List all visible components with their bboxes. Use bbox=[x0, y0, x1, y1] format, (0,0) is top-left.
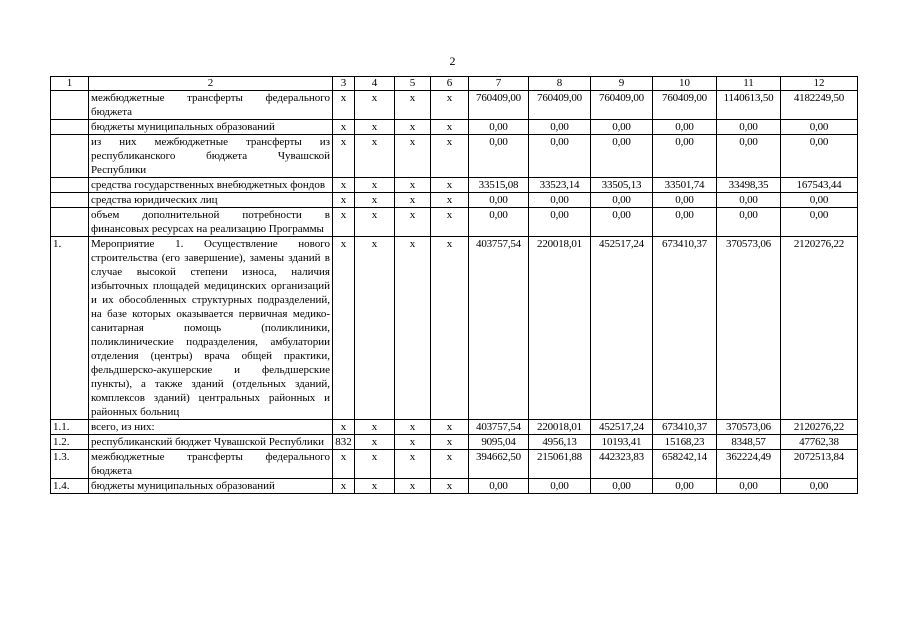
row-col4: x bbox=[355, 479, 395, 494]
row-value: 0,00 bbox=[591, 208, 653, 237]
row-value: 0,00 bbox=[717, 208, 781, 237]
column-header: 7 bbox=[469, 77, 529, 91]
row-value: 33515,08 bbox=[469, 178, 529, 193]
row-value: 370573,06 bbox=[717, 237, 781, 420]
row-code: x bbox=[333, 135, 355, 178]
row-value: 167543,44 bbox=[781, 178, 858, 193]
row-value: 0,00 bbox=[717, 120, 781, 135]
table-row bbox=[51, 135, 858, 178]
row-code: x bbox=[333, 91, 355, 120]
column-header: 5 bbox=[395, 77, 431, 91]
row-value: 8348,57 bbox=[717, 435, 781, 450]
row-value: 362224,49 bbox=[717, 450, 781, 479]
row-value: 4956,13 bbox=[529, 435, 591, 450]
row-col4: x bbox=[355, 178, 395, 193]
row-value: 370573,06 bbox=[717, 420, 781, 435]
row-number: 1.2. bbox=[51, 435, 89, 450]
row-col5: x bbox=[395, 193, 431, 208]
row-col4: x bbox=[355, 237, 395, 420]
row-code: x bbox=[333, 420, 355, 435]
column-header: 6 bbox=[431, 77, 469, 91]
column-header: 3 bbox=[333, 77, 355, 91]
row-col4: x bbox=[355, 91, 395, 120]
row-code: 832 bbox=[333, 435, 355, 450]
row-col4: x bbox=[355, 208, 395, 237]
row-value: 220018,01 bbox=[529, 420, 591, 435]
row-value: 15168,23 bbox=[653, 435, 717, 450]
table-row bbox=[51, 208, 858, 237]
row-number: 1.4. bbox=[51, 479, 89, 494]
row-value: 673410,37 bbox=[653, 237, 717, 420]
row-description: бюджеты муниципальных образований bbox=[89, 120, 333, 135]
row-value: 0,00 bbox=[591, 120, 653, 135]
row-value: 0,00 bbox=[781, 479, 858, 494]
row-value: 215061,88 bbox=[529, 450, 591, 479]
row-value: 9095,04 bbox=[469, 435, 529, 450]
row-description: Мероприятие 1. Осуществление нового строительства (его завершение), замены зданий в случае высокой степени износа, наличия избыточных площадей медицинских организаций и их обособленных структурных подразделений, на базе которых оказывается первичная медико-санитарная помощь (поликлиники, поликлинические подразделения, амбулатории отделения (центры) врача общей практики, фельдшерско-акушерские и фельдшерские пункты), а также зданий (отдельных зданий, комплексов зданий) центральных районных и районных больниц bbox=[89, 237, 333, 420]
row-col5: x bbox=[395, 135, 431, 178]
row-description: межбюджетные трансферты федерального бюджета bbox=[89, 450, 333, 479]
row-value: 0,00 bbox=[653, 208, 717, 237]
row-value: 0,00 bbox=[591, 135, 653, 178]
row-col6: x bbox=[431, 91, 469, 120]
row-value: 403757,54 bbox=[469, 237, 529, 420]
column-header: 9 bbox=[591, 77, 653, 91]
row-col4: x bbox=[355, 450, 395, 479]
row-value: 403757,54 bbox=[469, 420, 529, 435]
column-header: 1 bbox=[51, 77, 89, 91]
row-number bbox=[51, 135, 89, 178]
row-value: 0,00 bbox=[591, 479, 653, 494]
table-row bbox=[51, 237, 858, 420]
row-number bbox=[51, 178, 89, 193]
row-number bbox=[51, 120, 89, 135]
table-row bbox=[51, 420, 858, 435]
row-value: 0,00 bbox=[781, 208, 858, 237]
row-value: 0,00 bbox=[529, 193, 591, 208]
row-col5: x bbox=[395, 120, 431, 135]
row-col4: x bbox=[355, 120, 395, 135]
row-value: 1140613,50 bbox=[717, 91, 781, 120]
table-row bbox=[51, 91, 858, 120]
row-value: 2120276,22 bbox=[781, 237, 858, 420]
row-col5: x bbox=[395, 479, 431, 494]
row-value: 0,00 bbox=[653, 479, 717, 494]
row-code: x bbox=[333, 193, 355, 208]
row-description: бюджеты муниципальных образований bbox=[89, 479, 333, 494]
column-header: 2 bbox=[89, 77, 333, 91]
row-value: 0,00 bbox=[717, 135, 781, 178]
row-col6: x bbox=[431, 193, 469, 208]
row-col5: x bbox=[395, 91, 431, 120]
row-value: 452517,24 bbox=[591, 237, 653, 420]
row-code: x bbox=[333, 479, 355, 494]
row-col4: x bbox=[355, 420, 395, 435]
row-value: 0,00 bbox=[781, 135, 858, 178]
row-value: 0,00 bbox=[529, 479, 591, 494]
row-description: средства юридических лиц bbox=[89, 193, 333, 208]
row-description: средства государственных внебюджетных фондов bbox=[89, 178, 333, 193]
row-value: 220018,01 bbox=[529, 237, 591, 420]
row-value: 0,00 bbox=[717, 193, 781, 208]
table-row bbox=[51, 435, 858, 450]
row-col5: x bbox=[395, 178, 431, 193]
row-col6: x bbox=[431, 237, 469, 420]
row-value: 0,00 bbox=[529, 208, 591, 237]
row-number bbox=[51, 193, 89, 208]
row-value: 442323,83 bbox=[591, 450, 653, 479]
row-value: 0,00 bbox=[653, 120, 717, 135]
row-code: x bbox=[333, 237, 355, 420]
budget-table bbox=[50, 76, 858, 494]
row-code: x bbox=[333, 450, 355, 479]
row-value: 452517,24 bbox=[591, 420, 653, 435]
row-number: 1.1. bbox=[51, 420, 89, 435]
row-value: 33523,14 bbox=[529, 178, 591, 193]
row-col4: x bbox=[355, 193, 395, 208]
row-col6: x bbox=[431, 135, 469, 178]
row-number: 1. bbox=[51, 237, 89, 420]
row-number bbox=[51, 208, 89, 237]
row-value: 33501,74 bbox=[653, 178, 717, 193]
row-value: 673410,37 bbox=[653, 420, 717, 435]
row-col4: x bbox=[355, 135, 395, 178]
row-value: 658242,14 bbox=[653, 450, 717, 479]
row-col5: x bbox=[395, 208, 431, 237]
row-value: 4182249,50 bbox=[781, 91, 858, 120]
row-value: 2120276,22 bbox=[781, 420, 858, 435]
row-value: 0,00 bbox=[469, 479, 529, 494]
row-description: всего, из них: bbox=[89, 420, 333, 435]
row-code: x bbox=[333, 120, 355, 135]
row-value: 760409,00 bbox=[529, 91, 591, 120]
row-code: x bbox=[333, 178, 355, 193]
row-value: 0,00 bbox=[469, 135, 529, 178]
row-value: 0,00 bbox=[591, 193, 653, 208]
table-row bbox=[51, 120, 858, 135]
row-value: 0,00 bbox=[717, 479, 781, 494]
row-value: 47762,38 bbox=[781, 435, 858, 450]
row-col5: x bbox=[395, 237, 431, 420]
row-value: 0,00 bbox=[469, 120, 529, 135]
table-row bbox=[51, 479, 858, 494]
table-row bbox=[51, 178, 858, 193]
table-row bbox=[51, 450, 858, 479]
row-value: 0,00 bbox=[469, 193, 529, 208]
row-col6: x bbox=[431, 479, 469, 494]
row-value: 760409,00 bbox=[653, 91, 717, 120]
row-value: 33498,35 bbox=[717, 178, 781, 193]
table-row bbox=[51, 193, 858, 208]
row-col6: x bbox=[431, 435, 469, 450]
row-description: межбюджетные трансферты федерального бюджета bbox=[89, 91, 333, 120]
row-value: 0,00 bbox=[529, 135, 591, 178]
column-header: 4 bbox=[355, 77, 395, 91]
row-col5: x bbox=[395, 435, 431, 450]
row-value: 33505,13 bbox=[591, 178, 653, 193]
row-col5: x bbox=[395, 420, 431, 435]
row-description: республиканский бюджет Чувашской Республики bbox=[89, 435, 333, 450]
page-number: 2 bbox=[449, 54, 456, 68]
row-col6: x bbox=[431, 420, 469, 435]
row-value: 760409,00 bbox=[469, 91, 529, 120]
row-value: 0,00 bbox=[653, 193, 717, 208]
column-header: 10 bbox=[653, 77, 717, 91]
row-value: 2072513,84 bbox=[781, 450, 858, 479]
row-value: 0,00 bbox=[469, 208, 529, 237]
row-value: 394662,50 bbox=[469, 450, 529, 479]
column-header: 8 bbox=[529, 77, 591, 91]
row-description: объем дополнительной потребности в финансовых ресурсах на реализацию Программы bbox=[89, 208, 333, 237]
row-number: 1.3. bbox=[51, 450, 89, 479]
column-header: 11 bbox=[717, 77, 781, 91]
column-header: 12 bbox=[781, 77, 858, 91]
row-value: 10193,41 bbox=[591, 435, 653, 450]
row-value: 0,00 bbox=[653, 135, 717, 178]
row-value: 0,00 bbox=[529, 120, 591, 135]
row-col5: x bbox=[395, 450, 431, 479]
row-col6: x bbox=[431, 178, 469, 193]
table-header-row bbox=[51, 77, 858, 91]
row-number bbox=[51, 91, 89, 120]
row-code: x bbox=[333, 208, 355, 237]
row-col6: x bbox=[431, 208, 469, 237]
row-description: из них межбюджетные трансферты из республиканского бюджета Чувашской Республики bbox=[89, 135, 333, 178]
row-value: 760409,00 bbox=[591, 91, 653, 120]
row-col6: x bbox=[431, 450, 469, 479]
row-value: 0,00 bbox=[781, 193, 858, 208]
row-col6: x bbox=[431, 120, 469, 135]
row-col4: x bbox=[355, 435, 395, 450]
row-value: 0,00 bbox=[781, 120, 858, 135]
